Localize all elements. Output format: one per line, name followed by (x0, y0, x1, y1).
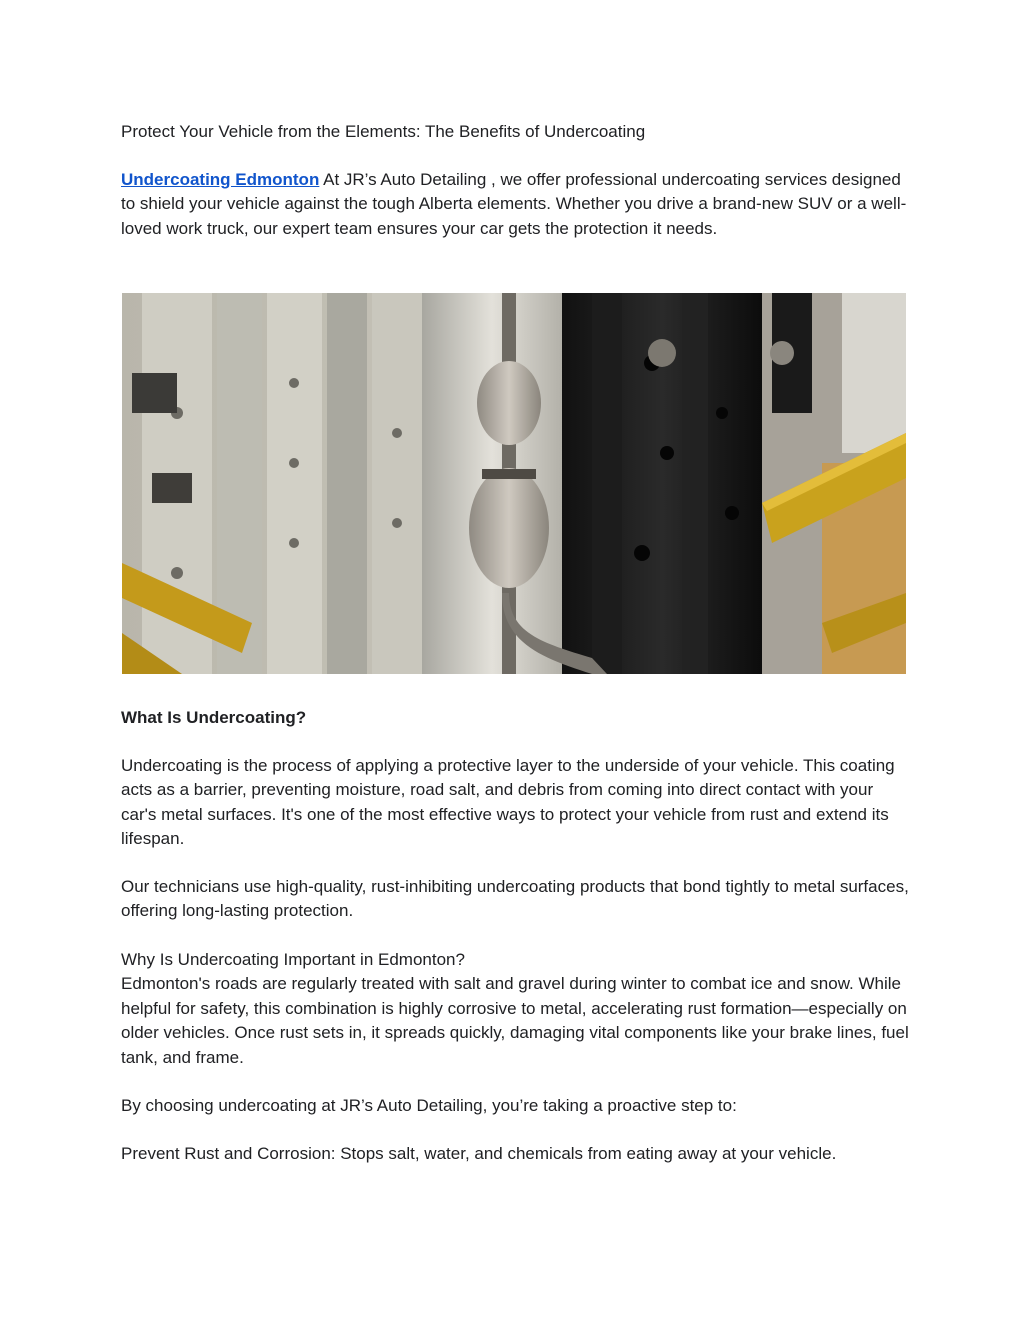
intro-paragraph (121, 168, 911, 241)
paragraph-importance (121, 948, 911, 1070)
importance-heading: Why Is Undercoating Important in Edmonton? (121, 950, 465, 969)
paragraph-technicians: Our technicians use high-quality, rust-inhibiting undercoating products that bond tightly to metal surfaces, offering long-lasting protection. (121, 877, 909, 921)
undercoating-edmonton-link[interactable]: Undercoating Edmonton (121, 170, 320, 189)
document-title: Protect Your Vehicle from the Elements: The Benefits of Undercoating (121, 122, 646, 141)
importance-text: Edmonton's roads are regularly treated with salt and gravel during winter to combat ice and snow. While helpful for safety, this combination is highly corrosive to metal, accelerating rust formation—especially on older vehicles. Once rust sets in, it spreads quickly, damaging vital components like your brake lines, fuel tank, and frame. (121, 974, 909, 1067)
paragraph-prevent-rust: Prevent Rust and Corrosion: Stops salt, water, and chemicals from eating away at your vehicle. (121, 1144, 837, 1163)
paragraph-definition: Undercoating is the process of applying a protective layer to the underside of your vehicle. This coating acts as a barrier, preventing moisture, road salt, and debris from coming into direct contact with your car's metal surfaces. It's one of the most effective ways to protect your vehicle from rust and extend its lifespan. (121, 756, 895, 849)
intro-text: At JR’s Auto Detailing , we offer professional undercoating services designed to shield your vehicle against the tough Alberta elements. Whether you drive a brand-new SUV or a well-loved work truck, our expert team ensures your car gets the protection it needs. (121, 170, 907, 238)
section-heading: What Is Undercoating? (121, 708, 307, 727)
vehicle-undercarriage-photo (122, 293, 906, 674)
paragraph-choosing: By choosing undercoating at JR’s Auto Detailing, you’re taking a proactive step to: (121, 1096, 737, 1115)
